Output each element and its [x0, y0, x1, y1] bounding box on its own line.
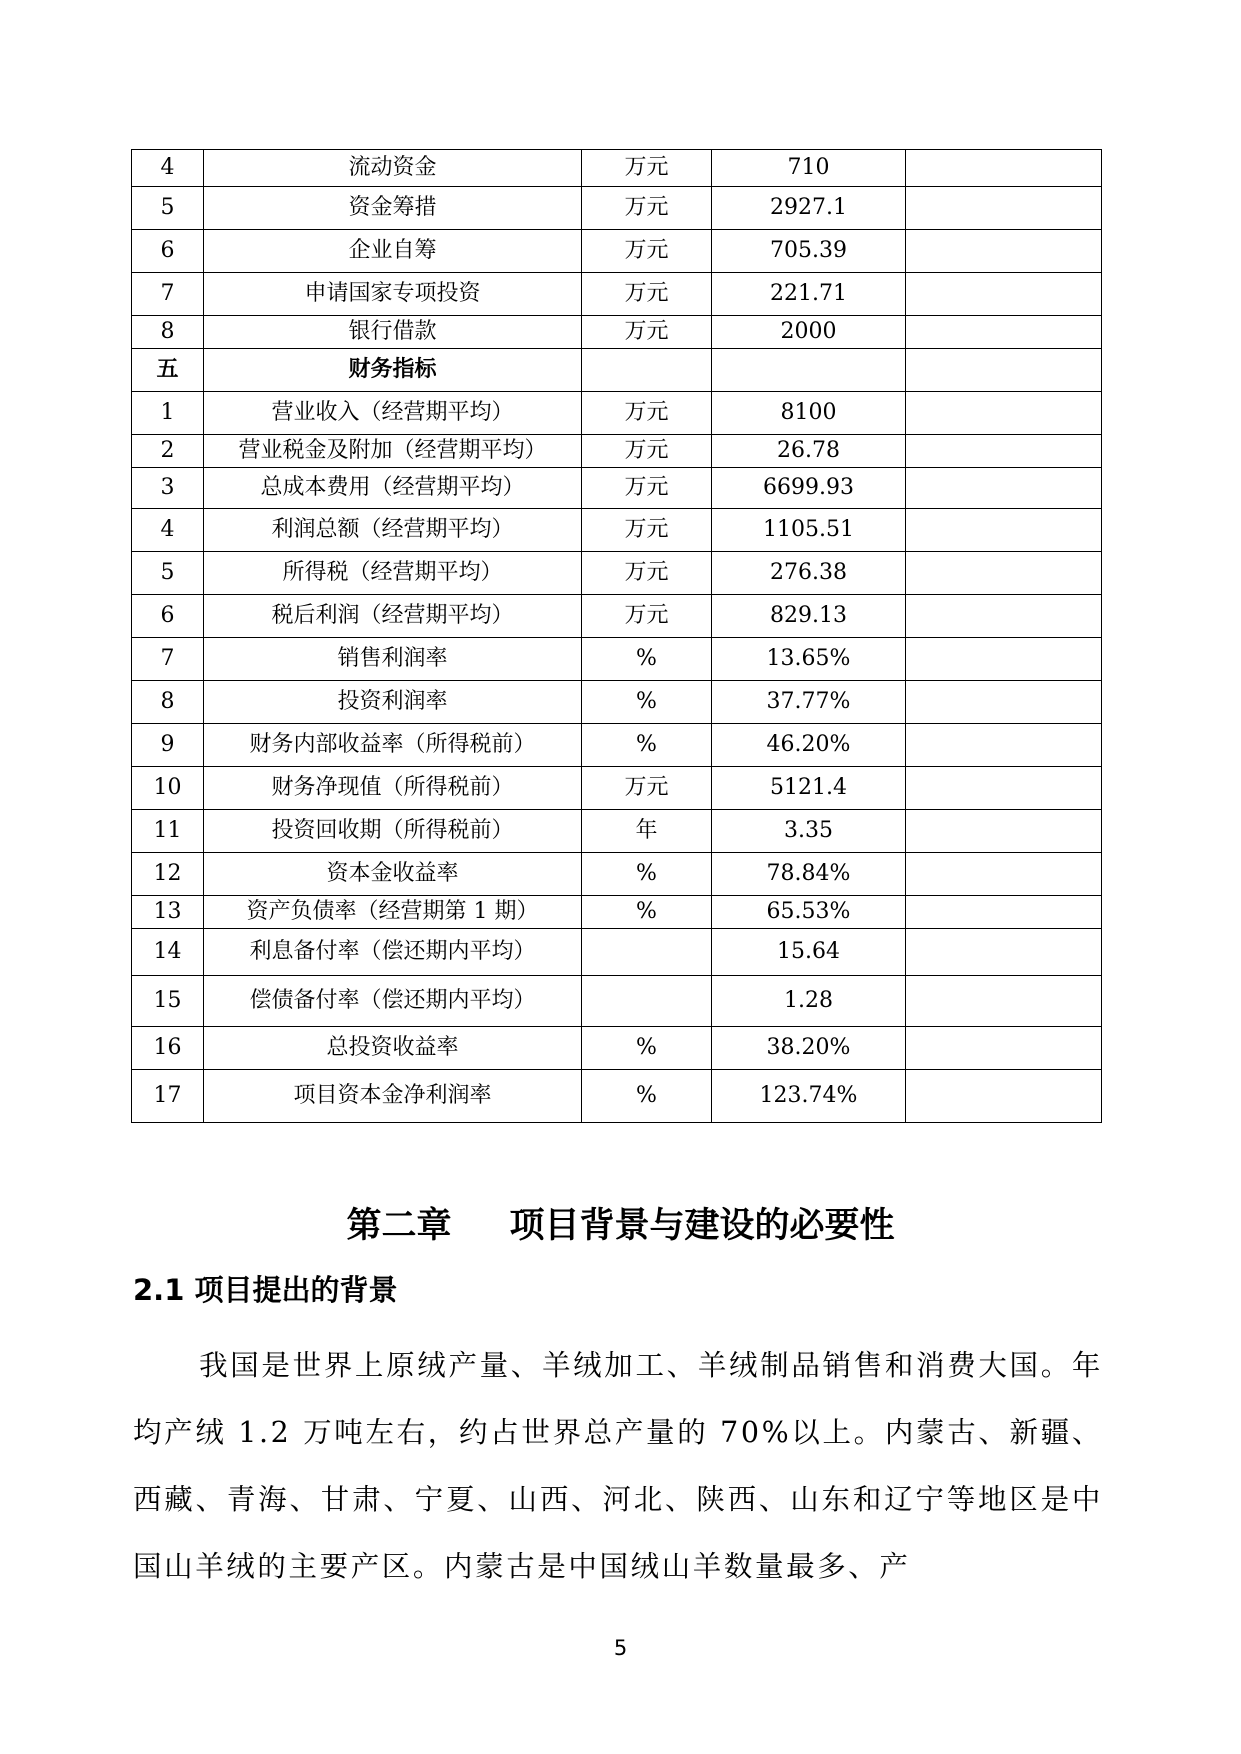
table-row — [132, 187, 1102, 230]
value-cell: 65.53% — [712, 896, 906, 929]
table-row — [132, 724, 1102, 767]
table-row — [132, 230, 1102, 273]
value-cell: 6699.93 — [712, 468, 906, 509]
row-number-cell: 7 — [132, 273, 204, 316]
note-cell — [906, 509, 1102, 552]
indicator-name-cell: 资金筹措 — [204, 187, 582, 230]
note-cell — [906, 150, 1102, 187]
unit-cell: 万元 — [582, 392, 712, 435]
value-cell: 123.74% — [712, 1070, 906, 1123]
unit-cell: 万元 — [582, 230, 712, 273]
value-cell: 8100 — [712, 392, 906, 435]
row-number-cell: 2 — [132, 435, 204, 468]
row-number-cell: 五 — [132, 349, 204, 392]
row-number-cell: 9 — [132, 724, 204, 767]
table-row — [132, 150, 1102, 187]
note-cell — [906, 767, 1102, 810]
unit-cell: 万元 — [582, 273, 712, 316]
indicator-name-cell: 营业税金及附加（经营期平均） — [204, 435, 582, 468]
row-number-cell: 16 — [132, 1027, 204, 1070]
value-cell: 46.20% — [712, 724, 906, 767]
value-cell: 26.78 — [712, 435, 906, 468]
note-cell — [906, 929, 1102, 976]
value-cell: 1.28 — [712, 976, 906, 1027]
note-cell — [906, 316, 1102, 349]
row-number-cell: 5 — [132, 552, 204, 595]
unit-cell — [582, 929, 712, 976]
unit-cell: 万元 — [582, 468, 712, 509]
unit-cell: 年 — [582, 810, 712, 853]
row-number-cell: 14 — [132, 929, 204, 976]
value-cell: 38.20% — [712, 1027, 906, 1070]
unit-cell: % — [582, 724, 712, 767]
row-number-cell: 1 — [132, 392, 204, 435]
table-row — [132, 1027, 1102, 1070]
unit-cell: % — [582, 896, 712, 929]
unit-cell: 万元 — [582, 150, 712, 187]
note-cell — [906, 349, 1102, 392]
indicator-name-cell: 财务内部收益率（所得税前） — [204, 724, 582, 767]
note-cell — [906, 468, 1102, 509]
unit-cell: 万元 — [582, 435, 712, 468]
row-number-cell: 15 — [132, 976, 204, 1027]
value-cell: 829.13 — [712, 595, 906, 638]
note-cell — [906, 392, 1102, 435]
value-cell: 37.77% — [712, 681, 906, 724]
note-cell — [906, 976, 1102, 1027]
unit-cell: % — [582, 638, 712, 681]
row-number-cell: 8 — [132, 316, 204, 349]
table-row — [132, 273, 1102, 316]
value-cell: 15.64 — [712, 929, 906, 976]
unit-cell: 万元 — [582, 316, 712, 349]
table-row — [132, 595, 1102, 638]
value-cell: 2927.1 — [712, 187, 906, 230]
unit-cell: % — [582, 681, 712, 724]
indicator-name-cell: 所得税（经营期平均） — [204, 552, 582, 595]
table-row — [132, 316, 1102, 349]
chapter-title: 项目背景与建设的必要性 — [509, 1206, 895, 1246]
unit-cell: 万元 — [582, 767, 712, 810]
indicator-name-cell: 营业收入（经营期平均） — [204, 392, 582, 435]
indicator-name-cell: 项目资本金净利润率 — [204, 1070, 582, 1123]
chapter-number: 第二章 — [346, 1206, 452, 1246]
paragraph-text: 我国是世界上原绒产量、羊绒加工、羊绒制品销售和消费大国。年均产绒 1.2 万吨左右，约占世界总产量的 70%以上。内蒙古、新疆、西藏、青海、甘肃、宁夏、山西、河北、陕西、山东和辽宁等地区是中国山羊绒的主要产区。内蒙古是中国绒山羊数量最多、产 — [133, 1349, 1103, 1583]
row-number-cell: 3 — [132, 468, 204, 509]
value-cell: 78.84% — [712, 853, 906, 896]
row-number-cell: 12 — [132, 853, 204, 896]
note-cell — [906, 435, 1102, 468]
value-cell: 2000 — [712, 316, 906, 349]
row-number-cell: 6 — [132, 230, 204, 273]
value-cell: 13.65% — [712, 638, 906, 681]
row-number-cell: 11 — [132, 810, 204, 853]
table-row — [132, 552, 1102, 595]
table-row — [132, 468, 1102, 509]
table-row — [132, 509, 1102, 552]
row-number-cell: 17 — [132, 1070, 204, 1123]
table-section-row — [132, 349, 1102, 392]
value-cell: 3.35 — [712, 810, 906, 853]
unit-cell: 万元 — [582, 595, 712, 638]
indicator-name-cell: 税后利润（经营期平均） — [204, 595, 582, 638]
row-number-cell: 13 — [132, 896, 204, 929]
value-cell: 710 — [712, 150, 906, 187]
row-number-cell: 4 — [132, 509, 204, 552]
indicator-name-cell: 销售利润率 — [204, 638, 582, 681]
row-number-cell: 7 — [132, 638, 204, 681]
table-row — [132, 929, 1102, 976]
unit-cell: 万元 — [582, 187, 712, 230]
row-number-cell: 5 — [132, 187, 204, 230]
table-row — [132, 1070, 1102, 1123]
unit-cell: % — [582, 1027, 712, 1070]
indicator-name-cell: 财务净现值（所得税前） — [204, 767, 582, 810]
note-cell — [906, 638, 1102, 681]
indicator-name-cell: 利息备付率（偿还期内平均） — [204, 929, 582, 976]
table-row — [132, 681, 1102, 724]
page-number: 5 — [613, 1636, 628, 1660]
note-cell — [906, 187, 1102, 230]
note-cell — [906, 230, 1102, 273]
table-row — [132, 767, 1102, 810]
indicator-name-cell: 资产负债率（经营期第 1 期） — [204, 896, 582, 929]
row-number-cell: 6 — [132, 595, 204, 638]
note-cell — [906, 552, 1102, 595]
value-cell — [712, 349, 906, 392]
value-cell: 1105.51 — [712, 509, 906, 552]
table-row — [132, 638, 1102, 681]
unit-cell — [582, 349, 712, 392]
table-row — [132, 853, 1102, 896]
indicator-name-cell: 资本金收益率 — [204, 853, 582, 896]
note-cell — [906, 273, 1102, 316]
indicator-name-cell: 总成本费用（经营期平均） — [204, 468, 582, 509]
indicator-name-cell: 银行借款 — [204, 316, 582, 349]
indicator-name-cell: 投资回收期（所得税前） — [204, 810, 582, 853]
note-cell — [906, 810, 1102, 853]
note-cell — [906, 681, 1102, 724]
note-cell — [906, 896, 1102, 929]
indicator-name-cell: 申请国家专项投资 — [204, 273, 582, 316]
indicator-name-cell: 利润总额（经营期平均） — [204, 509, 582, 552]
chapter-heading — [0, 1198, 1241, 1248]
note-cell — [906, 595, 1102, 638]
unit-cell: % — [582, 853, 712, 896]
table-row — [132, 392, 1102, 435]
row-number-cell: 8 — [132, 681, 204, 724]
section-heading: 2.1 项目提出的背景 — [133, 1273, 398, 1307]
unit-cell: 万元 — [582, 509, 712, 552]
value-cell: 5121.4 — [712, 767, 906, 810]
unit-cell: % — [582, 1070, 712, 1123]
row-number-cell: 10 — [132, 767, 204, 810]
indicator-name-cell: 企业自筹 — [204, 230, 582, 273]
indicator-name-cell: 总投资收益率 — [204, 1027, 582, 1070]
table-row — [132, 896, 1102, 929]
note-cell — [906, 1070, 1102, 1123]
value-cell: 276.38 — [712, 552, 906, 595]
table-row — [132, 976, 1102, 1027]
indicator-name-cell: 偿债备付率（偿还期内平均） — [204, 976, 582, 1027]
note-cell — [906, 853, 1102, 896]
value-cell: 221.71 — [712, 273, 906, 316]
body-paragraph — [133, 1332, 1103, 1600]
value-cell: 705.39 — [712, 230, 906, 273]
table-row — [132, 810, 1102, 853]
indicator-name-cell: 财务指标 — [204, 349, 582, 392]
note-cell — [906, 724, 1102, 767]
indicator-name-cell: 流动资金 — [204, 150, 582, 187]
row-number-cell: 4 — [132, 150, 204, 187]
table-body — [132, 150, 1102, 1123]
indicator-name-cell: 投资利润率 — [204, 681, 582, 724]
unit-cell: 万元 — [582, 552, 712, 595]
unit-cell — [582, 976, 712, 1027]
note-cell — [906, 1027, 1102, 1070]
table-row — [132, 435, 1102, 468]
financial-indicators-table — [131, 149, 1102, 1123]
